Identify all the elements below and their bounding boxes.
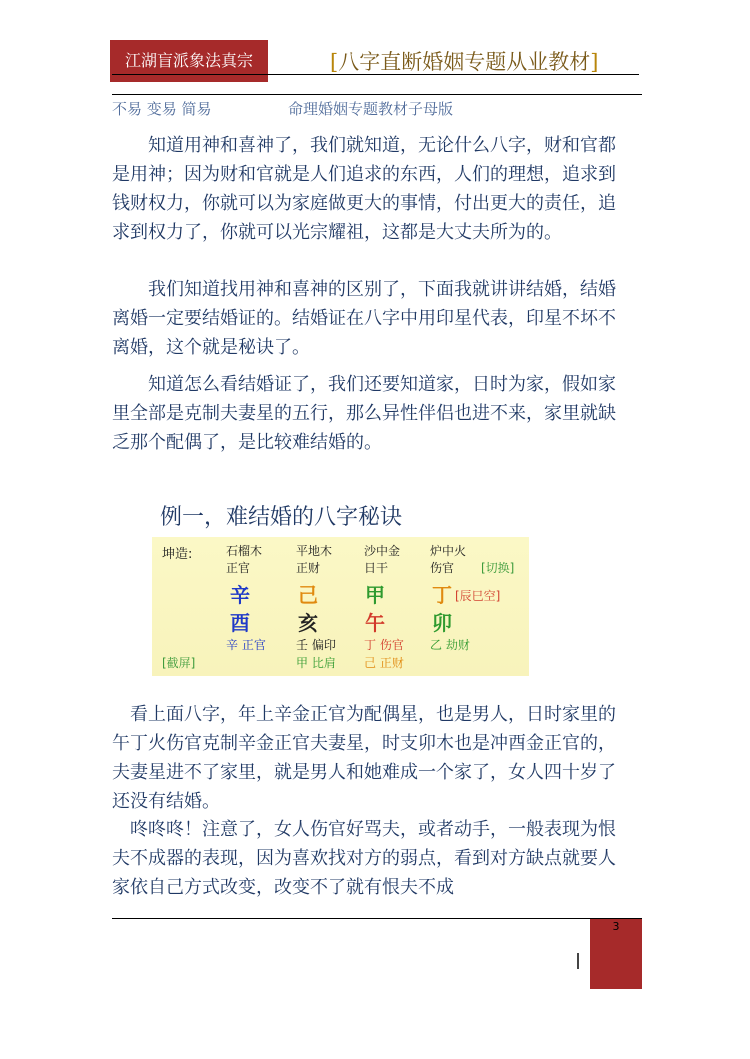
screenshot-link[interactable]: [截屏] xyxy=(162,656,196,670)
header-subtitle-right: 命理婚姻专题教材子母版 xyxy=(288,100,454,118)
header-tag: 江湖盲派象法真宗 xyxy=(110,40,268,82)
stem-hour: 丁 xyxy=(432,583,452,607)
header-rule-bottom xyxy=(112,94,642,95)
branch-year: 酉 xyxy=(230,611,250,635)
hidden-month-1: 壬 偏印 xyxy=(296,638,336,652)
hidden-hour-1: 乙 劫财 xyxy=(430,638,470,652)
hidden-month-2: 甲 比肩 xyxy=(296,656,336,670)
header-rule-top xyxy=(112,74,639,75)
hidden-day-2: 己 正财 xyxy=(364,656,404,670)
header-title: [八字直断婚姻专题从业教材] xyxy=(330,50,599,74)
example-heading: 例一，难结婚的八字秘诀 xyxy=(160,505,403,530)
shishen-year: 正官 xyxy=(226,561,251,575)
footer-rule xyxy=(112,918,642,919)
shishen-month: 正财 xyxy=(296,561,321,575)
paragraph-1: 知道用神和喜神了，我们就知道，无论什么八字，财和官都是用神；因为财和官就是人们追求的东西，人们的理想，追求到钱财权力，你就可以为家庭做更大的事情，付出更大的责任，追求到权力了，你就可以光宗耀祖，这都是大丈夫所为的。 xyxy=(112,135,616,243)
bazi-chart-image xyxy=(152,537,529,676)
hidden-day-1: 丁 伤官 xyxy=(364,638,404,652)
nayin-day: 沙中金 xyxy=(364,544,401,558)
paragraph-2: 我们知道找用神和喜神的区别了，下面我就讲讲结婚，结婚离婚一定要结婚证的。结婚证在八字中用印星代表，印星不坏不离婚，这个就是秘诀了。 xyxy=(112,279,616,358)
stem-year: 辛 xyxy=(230,583,250,607)
paragraph-5: 咚咚咚！注意了，女人伤官好骂夫，或者动手，一般表现为恨夫不成器的表现，因为喜欢找对方的弱点，看到对方缺点就要人家依自己方式改变，改变不了就有恨夫不成 xyxy=(112,819,616,898)
stem-month: 己 xyxy=(298,583,318,607)
paragraph-3: 知道怎么看结婚证了，我们还要知道家，日时为家，假如家里全部是克制夫妻星的五行，那么异性伴侣也进不来，家里就缺乏那个配偶了，是比较难结婚的。 xyxy=(112,374,616,453)
footer-bar xyxy=(577,953,579,969)
kongwang-label: [辰巳空] xyxy=(455,589,501,603)
branch-hour: 卯 xyxy=(432,611,452,635)
switch-link[interactable]: [切换] xyxy=(481,561,515,575)
nayin-month: 平地木 xyxy=(296,544,333,558)
shishen-day: 日干 xyxy=(364,561,389,575)
page-number: 3 xyxy=(612,920,620,933)
header-title-text: 八字直断婚姻专题从业教材 xyxy=(338,50,591,74)
shishen-hour: 伤官 xyxy=(430,561,455,575)
nayin-hour: 炉中火 xyxy=(430,544,467,558)
paragraph-4: 看上面八字，年上辛金正官为配偶星，也是男人，日时家里的午丁火伤官克制辛金正官夫妻星，时支卯木也是冲酉金正官的，夫妻星进不了家里，就是男人和她难成一个家了，女人四十岁了还没有结婚。 xyxy=(112,704,616,812)
bazi-label: 坤造: xyxy=(162,547,193,562)
header-subtitle-left: 不易 变易 简易 xyxy=(112,100,212,118)
stem-day: 甲 xyxy=(365,583,385,607)
branch-month: 亥 xyxy=(298,611,318,635)
hidden-year-1: 辛 正官 xyxy=(226,638,266,652)
branch-day: 午 xyxy=(365,611,385,635)
nayin-year: 石榴木 xyxy=(226,544,263,558)
